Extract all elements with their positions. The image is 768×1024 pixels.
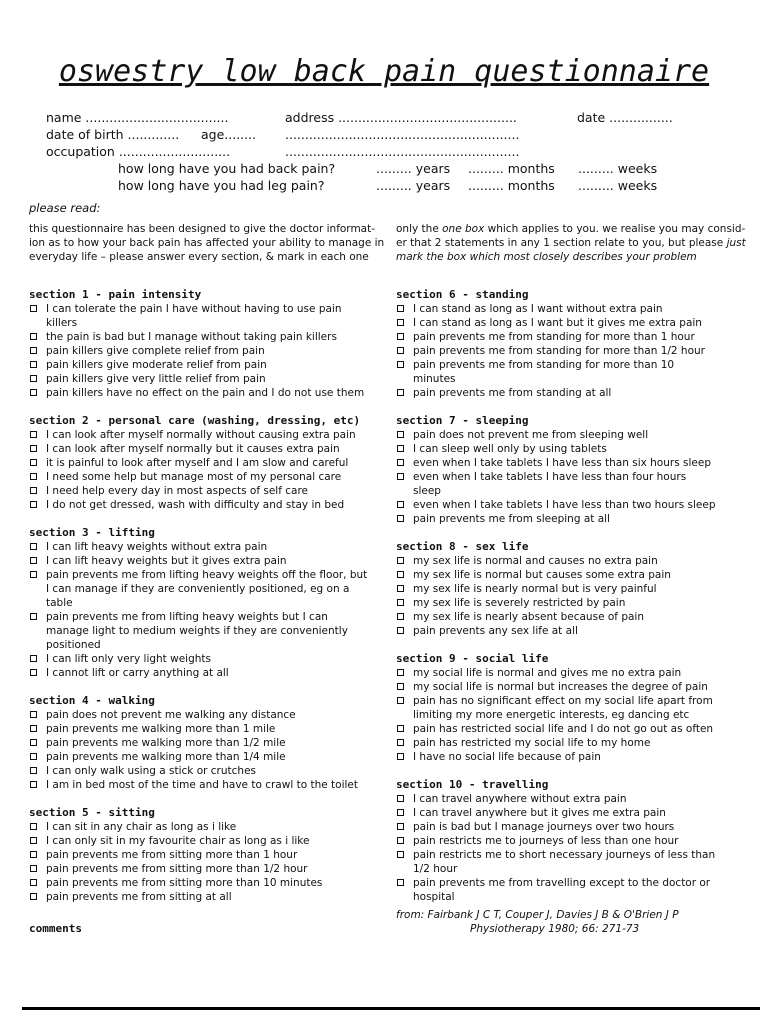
- section-title: section 5 - sitting: [29, 806, 155, 819]
- answer-option-label: pain prevents me walking more than 1/4 mile: [46, 751, 286, 763]
- checkbox[interactable]: [397, 599, 404, 606]
- answer-option-label: my sex life is severely restricted by pain: [413, 597, 626, 609]
- answer-option-label: my sex life is nearly absent because of pain: [413, 611, 644, 623]
- intro-right-line-3: [396, 250, 746, 264]
- question-section: [29, 414, 369, 512]
- answer-option[interactable]: [396, 596, 716, 610]
- answer-option[interactable]: [396, 736, 716, 750]
- checkbox[interactable]: [30, 655, 37, 662]
- answer-option[interactable]: [396, 344, 716, 358]
- answer-option-label: I can look after myself normally but it causes extra pain: [46, 443, 340, 455]
- answer-option-label: my social life is normal but increases the degree of pain: [413, 681, 708, 693]
- checkbox[interactable]: [397, 669, 404, 676]
- answer-option[interactable]: [29, 554, 369, 568]
- answer-option[interactable]: [29, 456, 369, 470]
- checkbox[interactable]: [30, 851, 37, 858]
- answer-option[interactable]: [396, 582, 716, 596]
- answer-option[interactable]: [396, 876, 716, 904]
- answer-option[interactable]: [29, 820, 369, 834]
- answer-option[interactable]: [396, 750, 716, 764]
- checkbox[interactable]: [397, 431, 404, 438]
- checkbox[interactable]: [30, 445, 37, 452]
- answer-option[interactable]: [29, 764, 369, 778]
- answer-option[interactable]: [29, 610, 369, 652]
- answer-option[interactable]: [29, 666, 369, 680]
- intro-right: [396, 222, 746, 264]
- answer-option-label: my sex life is nearly normal but is very painful: [413, 583, 657, 595]
- checkbox[interactable]: [30, 375, 37, 382]
- checkbox[interactable]: [397, 515, 404, 522]
- question-section: [396, 652, 716, 764]
- intro-text: er that 2 statements in any 1 section relate to you, but please: [396, 237, 727, 249]
- section-title: section 7 - sleeping: [396, 414, 529, 427]
- back-pain-months-field[interactable]: ......... months: [468, 161, 555, 176]
- answer-option[interactable]: [29, 862, 369, 876]
- answer-option-label: I need some help but manage most of my personal care: [46, 471, 342, 483]
- checkbox[interactable]: [30, 893, 37, 900]
- intro-text: which applies to you. we realise you may consid-: [484, 223, 746, 235]
- section-title: section 3 - lifting: [29, 526, 155, 539]
- answer-option[interactable]: [29, 736, 369, 750]
- section-title: section 1 - pain intensity: [29, 288, 202, 301]
- checkbox[interactable]: [30, 823, 37, 830]
- answer-option[interactable]: [29, 778, 369, 792]
- answer-option[interactable]: [29, 302, 369, 330]
- intro-right-line-2: [396, 236, 746, 250]
- answer-option-label: pain restricts me to journeys of less than one hour: [413, 835, 679, 847]
- checkbox[interactable]: [30, 473, 37, 480]
- answer-option-label: pain prevents me from lifting heavy weights but I can manage light to medium weights if they are conveniently positioned: [46, 611, 348, 651]
- answer-option-label: pain prevents me from standing for more than 1/2 hour: [413, 345, 705, 357]
- answer-option-label: it is painful to look after myself and I am slow and careful: [46, 457, 349, 469]
- section-title: section 2 - personal care (washing, dressing, etc): [29, 414, 361, 427]
- answer-option-label: pain does not prevent me from sleeping well: [413, 429, 649, 441]
- answer-option[interactable]: [396, 680, 716, 694]
- checkbox[interactable]: [30, 305, 37, 312]
- answer-option-label: pain killers have no effect on the pain and I do not use them: [46, 387, 365, 399]
- answer-option-label: pain does not prevent me walking any distance: [46, 709, 296, 721]
- checkbox[interactable]: [397, 697, 404, 704]
- date-of-birth-field[interactable]: date of birth .............: [46, 127, 180, 142]
- checkbox[interactable]: [397, 739, 404, 746]
- answer-option[interactable]: [396, 624, 716, 638]
- answer-option-label: I can stand as long as I want without extra pain: [413, 303, 663, 315]
- back-pain-question: how long have you had back pain?: [118, 161, 336, 176]
- answer-option[interactable]: [396, 442, 716, 456]
- checkbox[interactable]: [30, 431, 37, 438]
- checkbox[interactable]: [30, 725, 37, 732]
- address-field[interactable]: address .............................................: [285, 110, 517, 125]
- checkbox[interactable]: [30, 487, 37, 494]
- answer-option-label: my sex life is normal but causes some extra pain: [413, 569, 671, 581]
- answer-option-label: pain prevents me from standing for more than 1 hour: [413, 331, 695, 343]
- checkbox[interactable]: [397, 445, 404, 452]
- answer-option[interactable]: [396, 834, 716, 848]
- answer-option[interactable]: [29, 358, 369, 372]
- answer-option-label: pain prevents me walking more than 1/2 mile: [46, 737, 286, 749]
- answer-option-label: I can tolerate the pain I have without having to use pain killers: [46, 303, 342, 329]
- answer-option-label: I do not get dressed, wash with difficulty and stay in bed: [46, 499, 345, 511]
- answer-option-label: I have no social life because of pain: [413, 751, 601, 763]
- answer-option-label: I am in bed most of the time and have to crawl to the toilet: [46, 779, 358, 791]
- checkbox[interactable]: [397, 837, 404, 844]
- page-title: oswestry low back pain questionnaire: [58, 54, 710, 89]
- answer-option[interactable]: [29, 652, 369, 666]
- checkbox[interactable]: [397, 319, 404, 326]
- intro-left-line-2: ion as to how your back pain has affected your ability to manage in: [29, 237, 385, 249]
- checkbox[interactable]: [397, 613, 404, 620]
- question-section: [396, 540, 716, 638]
- reference-citation: [396, 908, 716, 936]
- leg-pain-question: how long have you had leg pain?: [118, 178, 325, 193]
- checkbox[interactable]: [30, 767, 37, 774]
- answer-option-label: pain restricts me to short necessary journeys of less than 1/2 hour: [413, 849, 716, 875]
- checkbox[interactable]: [397, 459, 404, 466]
- checkbox[interactable]: [30, 557, 37, 564]
- checkbox[interactable]: [30, 459, 37, 466]
- answer-option-label: I can only walk using a stick or crutches: [46, 765, 257, 777]
- answer-option[interactable]: [396, 666, 716, 680]
- checkbox[interactable]: [30, 347, 37, 354]
- leg-pain-years-field[interactable]: ......... years: [376, 178, 451, 193]
- answer-option[interactable]: [396, 806, 716, 820]
- answer-option-label: pain killers give complete relief from pain: [46, 345, 265, 357]
- answer-option-label: I can lift only very light weights: [46, 653, 212, 665]
- answer-option[interactable]: [29, 498, 369, 512]
- answer-option[interactable]: [29, 540, 369, 554]
- question-section: [29, 806, 369, 904]
- checkbox[interactable]: [30, 361, 37, 368]
- checkbox[interactable]: [30, 781, 37, 788]
- intro-emphasis: mark the box which most closely describes your problem: [396, 251, 697, 263]
- checkbox[interactable]: [397, 795, 404, 802]
- answer-option[interactable]: [396, 512, 716, 526]
- intro-left-line-1: this questionnaire has been designed to give the doctor informat-: [29, 223, 376, 235]
- checkbox[interactable]: [397, 683, 404, 690]
- answer-option-label: pain prevents me from sitting more than 10 minutes: [46, 877, 323, 889]
- answer-option[interactable]: [396, 330, 716, 344]
- checkbox[interactable]: [30, 865, 37, 872]
- address-line-3-field[interactable]: ...........................................................: [285, 144, 520, 159]
- answer-option[interactable]: [29, 470, 369, 484]
- reference-line-1: from: Fairbank J C T, Couper J, Davies J B & O'Brien J P: [396, 909, 679, 921]
- checkbox[interactable]: [397, 627, 404, 634]
- checkbox[interactable]: [397, 571, 404, 578]
- checkbox[interactable]: [30, 389, 37, 396]
- answer-option-label: my sex life is normal and causes no extra pain: [413, 555, 658, 567]
- checkbox[interactable]: [30, 669, 37, 676]
- answer-option-label: even when I take tablets I have less than two hours sleep: [413, 499, 716, 511]
- answer-option[interactable]: [29, 722, 369, 736]
- checkbox[interactable]: [397, 851, 404, 858]
- answer-option-label: pain prevents me walking more than 1 mile: [46, 723, 276, 735]
- answer-option[interactable]: [29, 750, 369, 764]
- answer-option[interactable]: [396, 470, 716, 498]
- answer-option-label: I need help every day in most aspects of self care: [46, 485, 309, 497]
- checkbox[interactable]: [397, 585, 404, 592]
- answer-option-label: pain is bad but I manage journeys over two hours: [413, 821, 675, 833]
- intro-left-line-3: everyday life – please answer every section, & mark in each one: [29, 251, 369, 263]
- answer-option[interactable]: [29, 708, 369, 722]
- intro-emphasis: just: [726, 237, 746, 249]
- age-field[interactable]: age........: [201, 127, 257, 142]
- question-section: [396, 288, 716, 400]
- checkbox[interactable]: [397, 809, 404, 816]
- answer-option[interactable]: [29, 890, 369, 904]
- answer-option-label: I can stand as long as I want but it gives me extra pain: [413, 317, 702, 329]
- checkbox[interactable]: [397, 557, 404, 564]
- checkbox[interactable]: [397, 361, 404, 368]
- checkbox[interactable]: [397, 305, 404, 312]
- answer-option-label: pain prevents me from lifting heavy weights off the floor, but I can manage if they are conveniently positioned, eg on a table: [46, 569, 368, 609]
- comments-label: comments: [29, 922, 82, 935]
- answer-option[interactable]: [29, 344, 369, 358]
- answer-option-label: I can lift heavy weights but it gives extra pain: [46, 555, 287, 567]
- checkbox[interactable]: [30, 879, 37, 886]
- intro-emphasis: one box: [442, 223, 485, 235]
- answer-option[interactable]: [396, 302, 716, 316]
- checkbox[interactable]: [30, 333, 37, 340]
- answer-option[interactable]: [396, 358, 716, 386]
- intro-right-line-1: [396, 222, 746, 236]
- answer-option[interactable]: [29, 442, 369, 456]
- question-section: [29, 526, 369, 680]
- checkbox[interactable]: [30, 711, 37, 718]
- left-column: [29, 288, 369, 918]
- checkbox[interactable]: [397, 823, 404, 830]
- question-section: [396, 778, 716, 904]
- answer-option-label: I can lift heavy weights without extra pain: [46, 541, 268, 553]
- answer-option[interactable]: [396, 820, 716, 834]
- answer-option-label: pain killers give moderate relief from pain: [46, 359, 267, 371]
- answer-option[interactable]: [396, 848, 716, 876]
- checkbox[interactable]: [30, 739, 37, 746]
- answer-option[interactable]: [396, 456, 716, 470]
- section-title: section 4 - walking: [29, 694, 155, 707]
- question-section: [396, 414, 716, 526]
- leg-pain-weeks-field[interactable]: ......... weeks: [578, 178, 658, 193]
- address-line-2-field[interactable]: ...........................................................: [285, 127, 520, 142]
- checkbox[interactable]: [30, 613, 37, 620]
- answer-option-label: I can travel anywhere but it gives me extra pain: [413, 807, 666, 819]
- answer-option[interactable]: [29, 848, 369, 862]
- answer-option[interactable]: [396, 316, 716, 330]
- checkbox[interactable]: [30, 543, 37, 550]
- checkbox[interactable]: [397, 473, 404, 480]
- answer-option[interactable]: [396, 610, 716, 624]
- answer-option[interactable]: [396, 428, 716, 442]
- answer-option[interactable]: [396, 386, 716, 400]
- question-section: [29, 694, 369, 792]
- reference-line-2: Physiotherapy 1980; 66: 271-73: [470, 923, 640, 935]
- answer-option-label: pain killers give very little relief from pain: [46, 373, 266, 385]
- section-title: section 8 - sex life: [396, 540, 529, 553]
- section-title: section 9 - social life: [396, 652, 549, 665]
- occupation-field[interactable]: occupation ............................: [46, 144, 231, 159]
- name-field[interactable]: name ....................................: [46, 110, 229, 125]
- answer-option-label: I can sleep well only by using tablets: [413, 443, 607, 455]
- checkbox[interactable]: [397, 879, 404, 886]
- checkbox[interactable]: [30, 753, 37, 760]
- answer-option-label: pain has restricted my social life to my home: [413, 737, 651, 749]
- answer-option[interactable]: [29, 330, 369, 344]
- date-field[interactable]: date ................: [577, 110, 673, 125]
- answer-option-label: pain has restricted social life and I do not go out as often: [413, 723, 714, 735]
- answer-option-label: pain prevents me from sitting at all: [46, 891, 232, 903]
- answer-option-label: my social life is normal and gives me no extra pain: [413, 667, 682, 679]
- checkbox[interactable]: [397, 347, 404, 354]
- answer-option-label: pain prevents any sex life at all: [413, 625, 578, 637]
- answer-option-label: pain has no significant effect on my social life apart from limiting my more energetic interests, eg dancing etc: [413, 695, 713, 721]
- answer-option[interactable]: [29, 484, 369, 498]
- answer-option[interactable]: [396, 722, 716, 736]
- section-title: section 10 - travelling: [396, 778, 549, 791]
- please-read-label: please read:: [29, 201, 101, 215]
- answer-option[interactable]: [396, 554, 716, 568]
- answer-option-label: pain prevents me from standing for more than 10 minutes: [413, 359, 675, 385]
- answer-option-label: pain prevents me from sleeping at all: [413, 513, 610, 525]
- answer-option[interactable]: [396, 792, 716, 806]
- checkbox[interactable]: [30, 501, 37, 508]
- answer-option-label: pain prevents me from standing at all: [413, 387, 612, 399]
- answer-option[interactable]: [396, 568, 716, 582]
- answer-option[interactable]: [29, 372, 369, 386]
- checkbox[interactable]: [30, 571, 37, 578]
- checkbox[interactable]: [397, 333, 404, 340]
- answer-option-label: I can look after myself normally without causing extra pain: [46, 429, 356, 441]
- section-title: section 6 - standing: [396, 288, 529, 301]
- answer-option-label: I can only sit in my favourite chair as long as i like: [46, 835, 310, 847]
- answer-option-label: the pain is bad but I manage without taking pain killers: [46, 331, 337, 343]
- checkbox[interactable]: [397, 501, 404, 508]
- checkbox[interactable]: [397, 389, 404, 396]
- answer-option[interactable]: [29, 386, 369, 400]
- answer-option-label: I can travel anywhere without extra pain: [413, 793, 627, 805]
- checkbox[interactable]: [397, 725, 404, 732]
- answer-option[interactable]: [29, 428, 369, 442]
- right-column: [396, 288, 716, 936]
- answer-option-label: pain prevents me from sitting more than 1/2 hour: [46, 863, 308, 875]
- bottom-divider: [22, 1007, 760, 1010]
- intro-left: [29, 222, 384, 264]
- answer-option-label: I cannot lift or carry anything at all: [46, 667, 229, 679]
- answer-option-label: pain prevents me from travelling except to the doctor or hospital: [413, 877, 711, 903]
- answer-option[interactable]: [396, 694, 716, 722]
- answer-option-label: even when I take tablets I have less than four hours sleep: [413, 471, 687, 497]
- back-pain-weeks-field[interactable]: ......... weeks: [578, 161, 658, 176]
- leg-pain-months-field[interactable]: ......... months: [468, 178, 555, 193]
- question-section: [29, 288, 369, 400]
- answer-option[interactable]: [29, 876, 369, 890]
- back-pain-years-field[interactable]: ......... years: [376, 161, 451, 176]
- answer-option-label: pain prevents me from sitting more than 1 hour: [46, 849, 298, 861]
- answer-option-label: even when I take tablets I have less than six hours sleep: [413, 457, 711, 469]
- checkbox[interactable]: [397, 753, 404, 760]
- answer-option[interactable]: [29, 834, 369, 848]
- checkbox[interactable]: [30, 837, 37, 844]
- intro-text: only the: [396, 223, 443, 235]
- answer-option-label: I can sit in any chair as long as i like: [46, 821, 237, 833]
- answer-option[interactable]: [29, 568, 369, 610]
- answer-option[interactable]: [396, 498, 716, 512]
